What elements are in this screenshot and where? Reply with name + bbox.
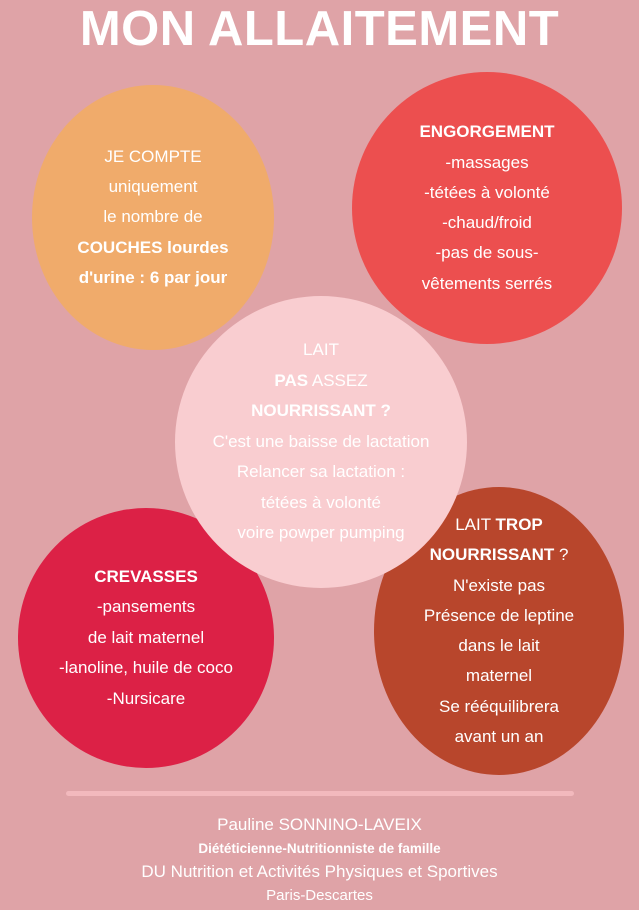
trop-line-1: N'existe pas [452,575,546,595]
trop-emph-nourrissant: NOURRISSANT [429,545,555,565]
engorgement-line-3: -chaud/froid [442,213,532,232]
bubble-lait-pas-assez-nourrissant [175,296,467,588]
trop-line-6: avant un an [454,726,544,746]
pas-assez-line-3: NOURRISSANT ? [251,401,391,421]
engorgement-heading: ENGORGEMENT [419,122,555,142]
couches-line-1: JE COMPTE [104,146,202,166]
bubble-couches [32,85,274,350]
pas-assez-emph-pas: PAS [274,370,309,390]
engorgement-line-4: -pas de sous- [435,243,539,263]
couches-line-3: le nombre de [103,207,203,227]
footer-role: Diététicienne-Nutritionniste de famille [198,840,441,856]
bubble-engorgement [352,72,622,344]
trop-line-4: maternel [465,666,533,686]
footer-diploma: DU Nutrition et Activités Physiques et Sportives [141,862,498,882]
footer-institution: Paris-Descartes [266,886,373,904]
engorgement-line-5: vêtements serrés [421,273,553,293]
pas-assez-word-assez: ASSEZ [311,370,368,390]
pas-assez-line-1: LAIT [303,339,339,359]
crevasses-line-2: de lait maternel [87,627,205,647]
trop-emph-trop: TROP [495,515,543,534]
engorgement-line-2: -tétées à volonté [424,182,550,202]
couches-line-2: uniquement [108,177,198,197]
crevasses-line-1: -pansements [96,597,196,617]
trop-question-mark: ? [558,545,569,565]
footer-divider [66,791,574,796]
crevasses-heading: CREVASSES [94,566,198,586]
couches-line-4: COUCHES lourdes [77,237,229,257]
footer [0,812,639,907]
footer-author-name: Pauline SONNINO-LAVEIX [217,815,422,834]
pas-assez-line-6: tétées à volonté [260,492,382,512]
pas-assez-line-2 [175,366,467,397]
trop-line-5: Se rééquilibrera [438,696,559,716]
trop-line-3: dans le lait [458,636,540,655]
page-title: MON ALLAITEMENT [79,2,560,56]
pas-assez-line-5: Relancer sa lactation : [236,462,406,482]
crevasses-line-4: -Nursicare [106,688,186,708]
trop-word-lait: LAIT [455,515,491,534]
crevasses-line-3: -lanoline, huile de coco [59,658,233,678]
pas-assez-line-7: voire powper pumping [237,523,405,543]
pas-assez-line-4: C'est une baisse de lactation [212,431,430,451]
trop-line-2: Présence de leptine [423,605,575,625]
engorgement-line-1: -massages [445,152,529,172]
couches-line-5: d'urine : 6 par jour [78,267,228,287]
